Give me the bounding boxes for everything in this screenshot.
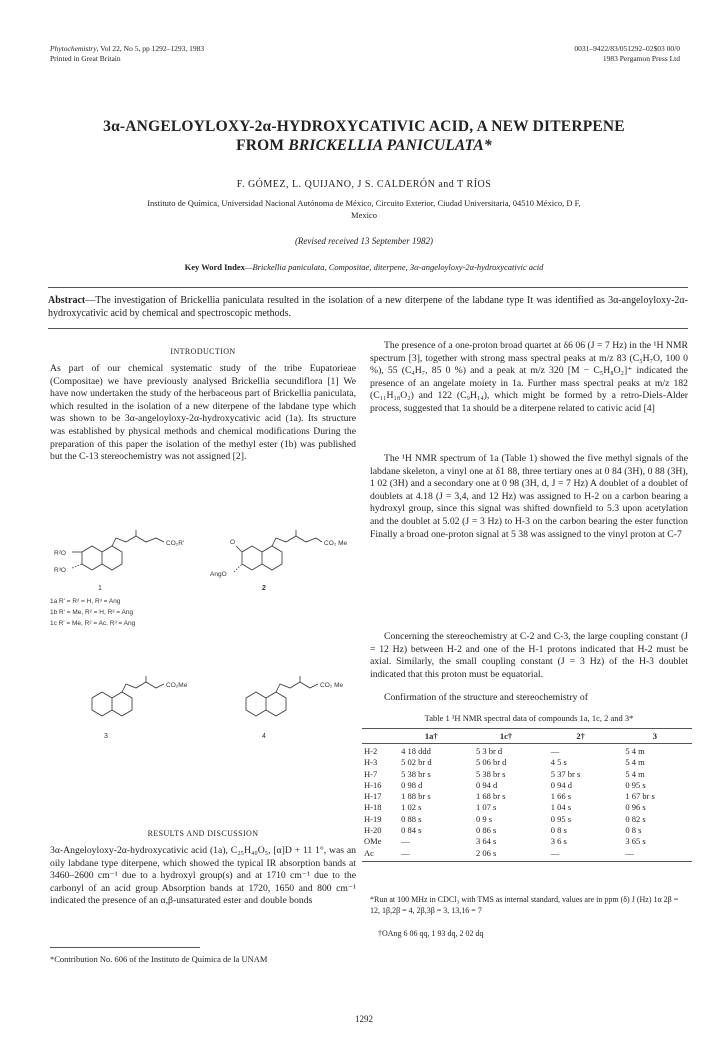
table-row [362, 814, 692, 825]
table-rule-top [362, 728, 692, 729]
affiliation [40, 197, 688, 221]
keywords-text: —Brickellia paniculata, Compositae, diterpene, 3α-angeloyloxy-2α-hydroxycativic acid [244, 262, 544, 272]
s1-legend-b: 1b R' = Me, R² = H, R³ = Ang [50, 609, 134, 616]
table-cell: 5 06 br d [475, 757, 507, 768]
table-cell: — [401, 836, 410, 847]
table-row [362, 769, 692, 780]
right-paragraph-1: The presence of a one-proton broad quartet at δ6 06 (J = 7 Hz) in the ¹H NMR spectrum [3], together with strong mass spectral peaks at m/z 83 (C₅H₇O, 100 0 %), 55 (C₄H₇, 85 0 %) and a peak at m/z 320 [M − C₅H₈O₂]⁺ indicated the presence of an angelate moiety in 1a. Further mass spectral peaks at m/z 182 (C₁₁H₁₈O₂) and 122 (C₉H₁₄), which might be formed by a retro-Diels-Alder process, suggested that 1a should be a diterpene related to cativic acid [4] [370, 340, 688, 414]
table-cell: 1 66 s [550, 791, 572, 802]
s1-co2r-label: CO₂R' [166, 540, 185, 547]
table-cell: 3 64 s [475, 836, 497, 847]
s2-co2me-label: CO₂ Me [324, 540, 348, 547]
divider-bottom [48, 328, 688, 329]
intro-heading: INTRODUCTION [170, 347, 236, 356]
table-rule-bottom [362, 861, 692, 862]
intro-text: As part of our chemical systematic study of the tribe Eupatorieae (Compositae) we have previously analysed Brickellia secundiflora [1] We have now undertaken the study of the herbaceous part of Brickellia paniculata, which resulted in the isolation of a new diterpene of the labdane type which was shown to be 3α-angeloyloxy-2α-hydroxycativic acid (1a). Its structure was established by physical methods and chemical modifications During the preparation of this paper the isolation of the methyl ester (1b) was published but the C-13 stereochemistry was not assigned [2]. [50, 363, 356, 463]
table-cell: 5 4 m [625, 768, 645, 779]
s1-r2o-label: R²O [54, 550, 66, 557]
table-cell: 0 9 s [475, 813, 492, 824]
table-row [362, 757, 692, 768]
table-cell: 3 65 s [625, 836, 646, 847]
affiliation-line-1: Instituto de Química, Universidad Nacional Autónoma de México, Circuito Exterior, Ciudad Universitaria, 04510 México, D F, [147, 198, 581, 208]
table-note-2: †OAng 6 06 qq, 1 93 dq, 2 02 dq [378, 929, 484, 938]
table-cell: 3 6 s [550, 836, 567, 847]
affiliation-line-2: Mexico [351, 210, 377, 220]
table-header-cell: 1c† [499, 731, 513, 741]
table-cell: 0 8 s [550, 825, 567, 836]
table-cell: 0 82 s [625, 813, 646, 824]
s4-co2me-label: CO₂ Me [320, 682, 344, 689]
divider-top [48, 287, 688, 288]
table-caption: Table 1 ¹H NMR spectral data of compounds 1a, 1c, 2 and 3* [424, 713, 634, 723]
table-cell: 5 3 br d [475, 746, 503, 756]
revised-date: (Revised received 13 September 1982) [294, 236, 434, 246]
table-cell: H-7 [364, 768, 378, 779]
printed-in: Printed in Great Britain [50, 54, 121, 63]
table-cell: 0 8 s [625, 825, 642, 836]
table-cell: 1 02 s [401, 802, 422, 813]
table-cell: H-3 [364, 757, 378, 768]
table-cell: 2 06 s [475, 847, 497, 858]
table-header-row [362, 731, 692, 741]
table-cell: H-20 [364, 825, 382, 836]
nmr-table [362, 728, 692, 862]
table-cell: H-18 [364, 802, 382, 813]
nmr-table-body [362, 746, 692, 859]
table-rule-mid [362, 743, 692, 744]
table-cell: 1 07 s [475, 802, 497, 813]
journal-name: Phytochemistry [50, 44, 97, 53]
table-row [362, 825, 692, 836]
citation-details: , Vol 22, No 5, pp 1292–1293, 1983 [96, 44, 205, 53]
table-cell: 0 96 s [625, 802, 646, 813]
table-cell: Ac [364, 847, 374, 858]
keywords [40, 262, 688, 272]
table-cell: 1 67 br s [625, 791, 655, 802]
page-number: 1292 [355, 1014, 373, 1024]
table-cell: — [550, 746, 560, 756]
table-cell: 0 94 d [475, 779, 498, 790]
table-cell: H-16 [364, 779, 382, 790]
table-cell: 1 68 br s [475, 791, 506, 802]
table-cell: 1 88 br s [401, 791, 431, 802]
table-cell: 0 86 s [475, 825, 497, 836]
s1-r3o-label: R³O [54, 567, 66, 574]
s3-co2me-label: CO₂Me [166, 682, 188, 689]
table-header-cell [362, 731, 394, 741]
nmr-table-grid [362, 731, 692, 741]
table-cell: 0 88 s [401, 813, 422, 824]
s3-number: 3 [104, 733, 108, 740]
table-cell: 0 84 s [401, 825, 422, 836]
table-cell: 0 94 d [550, 779, 572, 790]
table-cell: H-19 [364, 813, 382, 824]
table-cell: 5 4 m [625, 746, 645, 756]
table-cell: H-17 [364, 791, 382, 802]
table-cell: 0 95 s [550, 813, 572, 824]
keywords-label: Key Word Index [184, 262, 245, 272]
title-line-2 [40, 136, 688, 155]
table-header-cell: 2† [576, 731, 585, 741]
table-header-cell: 1a† [424, 731, 438, 741]
table-cell: H-2 [364, 746, 378, 756]
table-cell: OMe [364, 836, 382, 847]
footnote-contribution: *Contribution No. 606 of the Instituto de Química de la UNAM [50, 954, 268, 964]
table-row [362, 746, 692, 757]
table-cell: 5 02 br d [401, 757, 432, 768]
journal-citation [50, 44, 204, 54]
table-cell: 4 5 s [550, 757, 567, 768]
s2-o-label: O [230, 539, 236, 546]
table-note-1: *Run at 100 MHz in CDCl₃ with TMS as internal standard, values are in ppm (δ) J (Hz) 1α 2β = 12, 1β,2β = 4, 2β,3β = 3, 13,16 = 7 [370, 895, 679, 915]
s2-number: 2 [262, 585, 266, 592]
table-row [362, 791, 692, 802]
table-cell: 0 95 s [625, 779, 646, 790]
right-paragraph-4: Confirmation of the structure and stereochemistry of [384, 692, 588, 703]
table-cell: 5 38 br s [401, 768, 431, 779]
s1-legend-c: 1c R' = Me, R² = Ac, R³ = Ang [50, 620, 136, 627]
results-text: 3α-Angeloyloxy-2α-hydroxycativic acid (1a), C₂₅H₄₀O₅, [α]D + 11 1°, was an oily labdane type diterpene, which showed the typical IR absorption bands at 3460–2600 cm⁻¹ due to a hydroxyl group(s) and at 1710 cm⁻¹ due to the carbonyl of an acid group Absorption bands at 1720, 1650 and 800 cm⁻¹ indicated the presence of an α,β-unsaturated ester and double bonds [50, 845, 356, 907]
s2-ango-label: AngO [210, 571, 227, 578]
table-row [362, 836, 692, 847]
table-cell: 4 18 ddd [401, 746, 431, 756]
s4-number: 4 [262, 733, 266, 740]
right-paragraph-3: Concerning the stereochemistry at C-2 and C-3, the large coupling constant (J = 12 Hz) between H-2 and one of the H-1 protons indicated that H-2 must be axial. Similarly, the small coupling constant (J = 3 Hz) of the H-3 doublet indicated that this proton must be equatorial. [370, 631, 688, 680]
s1-number: 1 [98, 585, 102, 592]
abstract [48, 294, 688, 320]
publisher: 1983 Pergamon Press Ltd [602, 54, 680, 63]
table-cell: 5 37 br s [550, 768, 581, 779]
table-cell: 1 04 s [550, 802, 572, 813]
table-row [362, 848, 692, 859]
chemical-structures [50, 528, 356, 783]
authors: F. GÓMEZ, L. QUIJANO, J S. CALDERÓN and T RÍOS [236, 179, 492, 190]
footnote-rule [50, 947, 200, 948]
journal-code: 0031–9422/83/051292–02$03 00/0 [574, 44, 680, 53]
s1-legend-a: 1a R' = R² = H, R³ = Ang [50, 598, 121, 605]
table-cell: 0 98 d [401, 779, 423, 790]
table-cell: 5 38 br s [475, 768, 506, 779]
table-row [362, 780, 692, 791]
results-heading: RESULTS AND DISCUSSION [147, 829, 259, 838]
right-paragraph-2: The ¹H NMR spectrum of 1a (Table 1) showed the five methyl signals of the labdane skeleton, a vinyl one at δ1 88, three tertiary ones at 0 84 (3H), 0 88 (3H), 1 02 (3H) and a secondary one at 0 98 (3H, d, J = 7 Hz) A doublet of a doublet of doublets at 4.18 (J = 3,4, and 12 Hz) was assigned to H-2 on a carbon bearing a hydroxyl group, since this signal was shifted downfield to 5.3 upon acetylation and the doublet at 5.02 (J = 3 Hz) to H-3 on the carbon bearing the ester function Finally a broad one-proton signal at 5 38 was assigned to the vinyl proton at C-7 [370, 453, 688, 540]
table-row [362, 802, 692, 813]
title-species: BRICKELLIA PANICULATA* [288, 137, 492, 154]
table-header-cell: 3 [652, 731, 658, 741]
table-cell: — [625, 847, 634, 858]
abstract-text: —The investigation of Brickellia paniculata resulted in the isolation of a new diterpene of the labdane type It was identified as 3α-angeloyloxy-2α-hydroxycativic acid by chemical and spectroscopic methods. [48, 295, 688, 319]
title-line-1: 3α-ANGELOYLOXY-2α-HYDROXYCATIVIC ACID, A NEW DITERPENE [103, 118, 625, 135]
abstract-label: Abstract [48, 295, 86, 306]
table-cell: — [550, 847, 560, 858]
title-from: FROM [236, 137, 289, 154]
page-title [40, 117, 688, 155]
table-cell: 5 4 m [625, 757, 645, 768]
table-cell: — [401, 847, 410, 858]
